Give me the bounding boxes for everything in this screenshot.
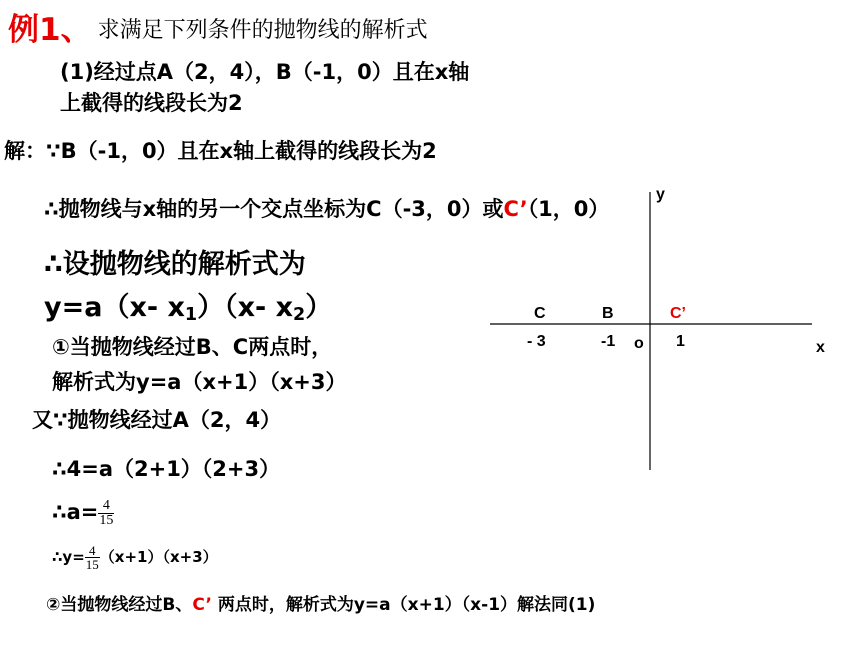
example-number: 例1、 — [8, 12, 92, 48]
x-axis-label: x — [816, 339, 825, 356]
case-2-rest: 两点时，解析式为y=a（x+1）（x-1）解法同(1) — [211, 595, 596, 615]
general-form-part-3: ） — [305, 292, 333, 323]
fraction-denominator: 15 — [99, 512, 114, 528]
point-c-label: C — [534, 305, 546, 322]
case-1-line-1: ①当抛物线经过B、C两点时， — [52, 335, 333, 359]
solution-line-2-coord: （1，0） — [527, 197, 610, 221]
fraction-numerator: 4 — [98, 499, 114, 514]
origin-label: o — [634, 335, 644, 352]
tick-neg-3: - 3 — [527, 333, 546, 350]
case-2-text: ②当抛物线经过B、 — [46, 595, 193, 615]
condition-line-2: 上截得的线段长为2 — [60, 91, 243, 115]
condition-a-line: 又∵抛物线经过A（2，4） — [32, 408, 282, 432]
example-heading: 求满足下列条件的抛物线的解析式 — [97, 18, 428, 43]
final-expression-prefix: ∴y= — [52, 548, 85, 566]
tick-1: 1 — [676, 333, 685, 350]
general-form-part-2: ）（x- x — [197, 292, 294, 323]
point-b-label: B — [602, 305, 614, 322]
case-1-line-2: 解析式为y=a（x+1）（x+3） — [52, 370, 347, 394]
solution-line-3: ∴设抛物线的解析式为 — [44, 249, 306, 280]
tick-neg-1: -1 — [601, 333, 616, 350]
final-expression-suffix: （x+1）（x+3） — [99, 548, 218, 566]
point-c-prime-graph-label: C’ — [670, 305, 686, 322]
subscript-2: 2 — [293, 305, 306, 325]
equation-a-prefix: ∴a= — [52, 500, 99, 524]
solution-line-1: 解：∵B（-1，0）且在x轴上截得的线段长为2 — [4, 139, 437, 163]
solution-line-2-text: ∴抛物线与x轴的另一个交点坐标为C（-3，0）或 — [44, 197, 504, 221]
equation-4a: ∴4=a（2+1）（2+3） — [52, 457, 281, 481]
y-axis-label: y — [656, 186, 665, 203]
fraction-denominator-small: 15 — [85, 557, 99, 572]
fraction-numerator-small: 4 — [85, 544, 100, 558]
point-c-prime-label: C’ — [503, 197, 528, 221]
subscript-1: 1 — [184, 305, 198, 325]
general-form-part-1: y=a（x- x — [44, 292, 185, 323]
condition-line-1: (1)经过点A（2，4），B（-1，0）且在x轴 — [60, 60, 470, 84]
case-2-c-prime: C’ — [192, 595, 212, 615]
